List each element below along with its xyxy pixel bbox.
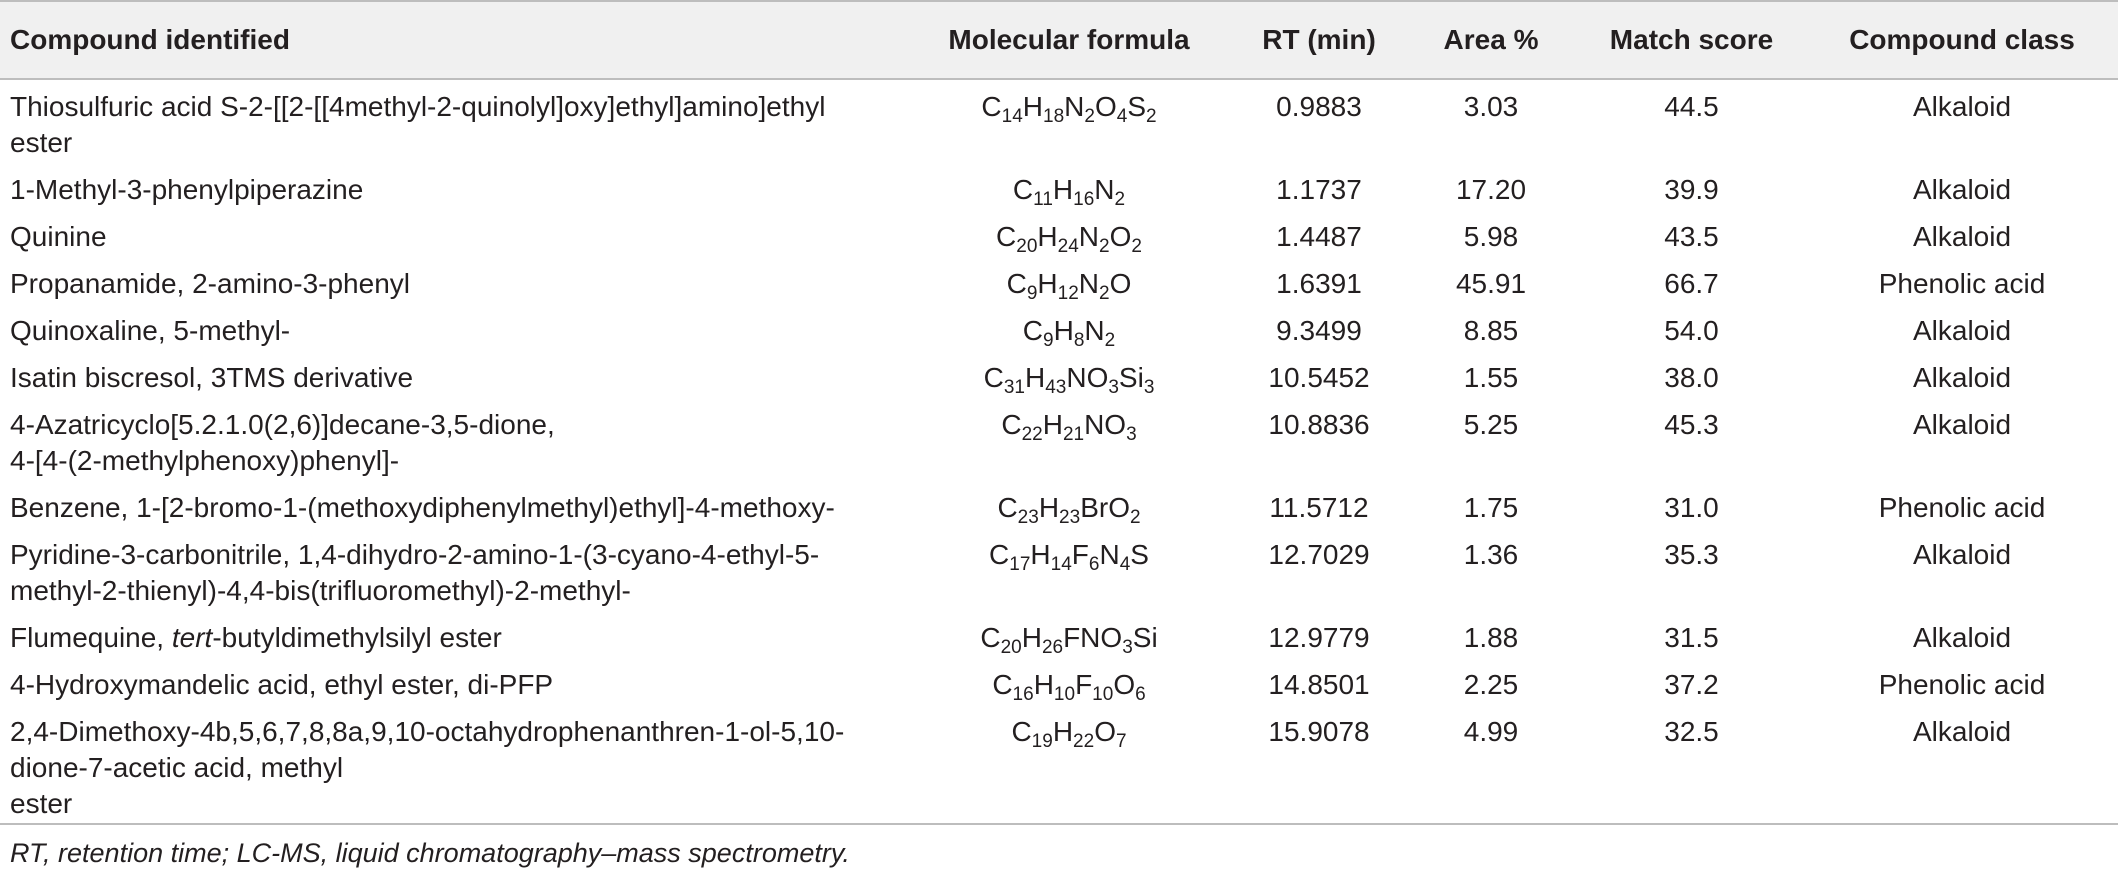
cell-match: 31.5 (1664, 622, 1719, 653)
cell-area: 2.25 (1463, 669, 1519, 700)
cell-area: 1.88 (1463, 622, 1519, 653)
formula-element: S (1130, 539, 1149, 570)
formula-subscript: 16 (1073, 189, 1095, 210)
cell-rt: 9.3499 (1276, 315, 1362, 346)
cell-class: Phenolic acid (1878, 669, 2046, 700)
cell-rt: 1.1737 (1276, 174, 1362, 205)
formula-element: C (992, 669, 1013, 700)
cell-match: 66.7 (1664, 268, 1719, 299)
cell-rt: 15.9078 (1268, 716, 1370, 747)
formula-subscript: 17 (1009, 554, 1031, 575)
cell-formula (905, 398, 1233, 481)
formula-element: NO (1084, 409, 1127, 440)
formula-element: O (1094, 716, 1116, 747)
table-row (0, 351, 2118, 398)
formula-element: N (1078, 221, 1100, 252)
formula-element: H (1052, 716, 1074, 747)
formula-subscript: 3 (1122, 637, 1133, 658)
cell-area: 17.20 (1455, 174, 1527, 205)
cell-rt: 11.5712 (1269, 492, 1369, 523)
formula-element: O (1113, 669, 1136, 700)
formula-element: O (1109, 268, 1132, 299)
formula-subscript: 2 (1129, 507, 1141, 528)
formula-element: H (1037, 268, 1058, 299)
compound-text: 2,4-Dimethoxy-4b,5,6,7,8,8a,9,10-octahydrophenanthren-1-ol-5,10- (10, 716, 845, 747)
cell-compound (0, 257, 905, 304)
cell-class: Alkaloid (1912, 91, 2012, 122)
cell-formula (905, 705, 1233, 834)
footnote-divider (0, 823, 2118, 825)
cell-rt: 10.5452 (1268, 362, 1370, 393)
formula-subscript: 3 (1126, 424, 1137, 445)
compound-text: Quinoxaline, 5-methyl- (10, 315, 291, 346)
formula-subscript: 20 (1000, 637, 1022, 658)
compound-text: Flumequine, (10, 622, 172, 653)
table-row (0, 210, 2118, 257)
cell-class: Alkaloid (1912, 622, 2012, 653)
compound-text: Propanamide, 2-amino-3-phenyl (10, 268, 410, 299)
compound-text: dione-7-acetic acid, methyl (10, 752, 344, 783)
cell-area: 1.36 (1463, 539, 1519, 570)
cell-area: 1.55 (1463, 362, 1519, 393)
formula-element: H (1053, 315, 1074, 346)
table-row (0, 257, 2118, 304)
cell-formula (905, 163, 1233, 210)
formula-subscript: 3 (1108, 377, 1119, 398)
formula-subscript: 2 (1099, 236, 1110, 257)
compound-text: methyl-2-thienyl)-4,4-bis(trifluoromethyl)-2-methyl- (10, 575, 631, 606)
cell-match: 38.0 (1664, 362, 1719, 393)
table-row (0, 304, 2118, 351)
header-area: Area % (1405, 1, 1577, 79)
header-formula: Molecular formula (905, 1, 1233, 79)
table-row (0, 658, 2118, 705)
compound-text: Isatin biscresol, 3TMS derivative (10, 362, 414, 393)
cell-class: Alkaloid (1912, 409, 2012, 440)
formula-element: F (1071, 539, 1089, 570)
table-row (0, 79, 2118, 163)
cell-formula (905, 611, 1233, 658)
compound-text: 4-Hydroxymandelic acid, ethyl ester, di-PFP (10, 669, 554, 700)
formula-subscript: 2 (1146, 106, 1157, 127)
cell-class: Alkaloid (1912, 174, 2012, 205)
formula-element: C (1001, 409, 1022, 440)
cell-formula (905, 79, 1233, 163)
cell-class: Alkaloid (1912, 716, 2012, 747)
cell-area: 1.75 (1463, 492, 1519, 523)
formula-subscript: 16 (1012, 684, 1034, 705)
cell-compound (0, 79, 905, 163)
table-row (0, 611, 2118, 658)
formula-element: N (1078, 268, 1100, 299)
formula-element: Si (1132, 622, 1158, 653)
cell-formula (905, 210, 1233, 257)
formula-element: O (1109, 221, 1132, 252)
cell-compound (0, 398, 905, 481)
cell-formula (905, 481, 1233, 528)
formula-subscript: 21 (1062, 424, 1085, 445)
formula-subscript: 2 (1099, 283, 1110, 304)
formula-element: H (1024, 362, 1046, 393)
formula-subscript: 2 (1131, 236, 1142, 257)
formula-subscript: 3 (1143, 377, 1155, 398)
cell-rt: 1.4487 (1276, 221, 1362, 252)
cell-area: 5.98 (1463, 221, 1519, 252)
formula-subscript: 8 (1073, 330, 1085, 351)
formula-subscript: 20 (1016, 236, 1038, 257)
formula-subscript: 9 (1043, 330, 1054, 351)
formula-subscript: 7 (1115, 731, 1127, 752)
formula-element: S (1127, 91, 1147, 122)
cell-match: 39.9 (1664, 174, 1719, 205)
formula-element: C (981, 91, 1002, 122)
table-row (0, 398, 2118, 481)
formula-subscript: 10 (1053, 684, 1076, 705)
cell-rt: 12.9779 (1268, 622, 1370, 653)
cell-match: 54.0 (1664, 315, 1719, 346)
cell-area: 3.03 (1463, 91, 1519, 122)
cell-compound (0, 658, 905, 705)
formula-element: C (1006, 268, 1027, 299)
formula-element: H (1030, 539, 1051, 570)
formula-subscript: 12 (1057, 283, 1079, 304)
compound-text: Thiosulfuric acid S-2-[[2-[[4methyl-2-quinolyl]oxy]ethyl]amino]ethyl ester (10, 91, 826, 158)
formula-subscript: 6 (1088, 554, 1100, 575)
compound-text: ester (10, 788, 73, 819)
cell-compound (0, 528, 905, 611)
compound-text: 4-Azatricyclo[5.2.1.0(2,6)]decane-3,5-dione, (10, 409, 555, 440)
formula-element: H (1022, 91, 1044, 122)
cell-formula (905, 257, 1233, 304)
cell-rt: 12.7029 (1268, 539, 1370, 570)
formula-element: FNO (1063, 622, 1123, 653)
formula-subscript: 9 (1026, 283, 1038, 304)
table-footnote: RT, retention time; LC-MS, liquid chromatography–mass spectrometry. (10, 838, 850, 868)
formula-element: H (1038, 492, 1060, 523)
cell-compound (0, 304, 905, 351)
cell-area: 8.85 (1463, 315, 1519, 346)
cell-formula (905, 658, 1233, 705)
formula-element: H (1033, 669, 1054, 700)
cell-class: Alkaloid (1912, 221, 2012, 252)
table-body (0, 79, 2118, 834)
cell-compound (0, 163, 905, 210)
header-compound: Compound identified (0, 1, 905, 79)
compound-text: 1-Methyl-3-phenylpiperazine (10, 174, 364, 205)
cell-match: 37.2 (1664, 669, 1719, 700)
cell-compound (0, 351, 905, 398)
compound-text: tert (171, 622, 213, 653)
table-row (0, 528, 2118, 611)
cell-formula (905, 528, 1233, 611)
formula-element: F (1075, 669, 1093, 700)
compound-text: Pyridine-3-carbonitrile, 1,4-dihydro-2-amino-1-(3-cyano-4-ethyl-5- (10, 539, 820, 570)
formula-subscript: 10 (1092, 684, 1114, 705)
formula-subscript: 11 (1033, 189, 1053, 210)
cell-compound (0, 210, 905, 257)
compound-text: -butyldimethylsilyl ester (212, 622, 502, 653)
formula-element: O (1094, 91, 1117, 122)
cell-compound (0, 705, 905, 834)
formula-subscript: 2 (1114, 189, 1126, 210)
formula-element: H (1021, 622, 1042, 653)
cell-compound (0, 611, 905, 658)
compound-text: Quinine (10, 221, 107, 252)
table-header-row (0, 1, 2118, 79)
formula-subscript: 23 (1059, 507, 1081, 528)
cell-match: 31.0 (1664, 492, 1719, 523)
compound-text: Benzene, 1-[2-bromo-1-(methoxydiphenylmethyl)ethyl]-4-methoxy- (10, 492, 835, 523)
formula-subscript: 31 (1003, 377, 1025, 398)
formula-element: C (983, 362, 1004, 393)
formula-element: BrO (1080, 492, 1130, 523)
cell-rt: 10.8836 (1268, 409, 1370, 440)
cell-formula (905, 351, 1233, 398)
formula-element: H (1052, 174, 1074, 205)
cell-class: Alkaloid (1912, 362, 2012, 393)
formula-element: N (1099, 539, 1120, 570)
formula-subscript: 22 (1073, 731, 1095, 752)
header-match: Match score (1577, 1, 1806, 79)
table-row (0, 705, 2118, 834)
cell-class: Phenolic acid (1878, 268, 2046, 299)
formula-element: H (1037, 221, 1058, 252)
header-class: Compound class (1806, 1, 2118, 79)
formula-subscript: 14 (1050, 554, 1072, 575)
cell-class: Phenolic acid (1878, 492, 2046, 523)
formula-subscript: 23 (1017, 507, 1039, 528)
cell-match: 44.5 (1664, 91, 1719, 122)
formula-subscript: 18 (1043, 106, 1065, 127)
cell-rt: 1.6391 (1276, 268, 1362, 299)
cell-match: 32.5 (1664, 716, 1719, 747)
table-row (0, 163, 2118, 210)
cell-match: 45.3 (1664, 409, 1719, 440)
cell-compound (0, 481, 905, 528)
formula-subscript: 6 (1135, 684, 1146, 705)
formula-subscript: 19 (1031, 731, 1053, 752)
cell-rt: 0.9883 (1276, 91, 1362, 122)
formula-subscript: 14 (1001, 106, 1023, 127)
formula-subscript: 26 (1041, 637, 1064, 658)
cell-area: 45.91 (1455, 268, 1527, 299)
cell-class: Alkaloid (1912, 539, 2012, 570)
formula-element: C (989, 539, 1010, 570)
formula-element: NO (1066, 362, 1109, 393)
formula-element: N (1064, 91, 1085, 122)
cell-match: 43.5 (1664, 221, 1719, 252)
table-row (0, 481, 2118, 528)
formula-element: H (1042, 409, 1063, 440)
formula-element: C (980, 622, 1001, 653)
header-rt: RT (min) (1233, 1, 1405, 79)
cell-rt: 14.8501 (1268, 669, 1370, 700)
formula-subscript: 22 (1021, 424, 1043, 445)
cell-area: 4.99 (1463, 716, 1519, 747)
formula-subscript: 24 (1057, 236, 1079, 257)
compound-text: 4-[4-(2-methylphenoxy)phenyl]- (10, 445, 400, 476)
formula-element: C (1011, 716, 1032, 747)
formula-element: Si (1118, 362, 1144, 393)
formula-element: N (1084, 315, 1105, 346)
formula-element: C (1012, 174, 1034, 205)
formula-subscript: 2 (1084, 106, 1095, 127)
formula-element: C (1022, 315, 1044, 346)
cell-formula (905, 304, 1233, 351)
formula-element: N (1094, 174, 1115, 205)
formula-element: C (997, 492, 1018, 523)
formula-element: C (996, 221, 1017, 252)
cell-match: 35.3 (1664, 539, 1719, 570)
cell-area: 5.25 (1463, 409, 1519, 440)
formula-subscript: 4 (1119, 554, 1131, 575)
formula-subscript: 4 (1116, 106, 1128, 127)
formula-subscript: 43 (1045, 377, 1067, 398)
cell-class: Alkaloid (1912, 315, 2012, 346)
formula-subscript: 2 (1104, 330, 1116, 351)
